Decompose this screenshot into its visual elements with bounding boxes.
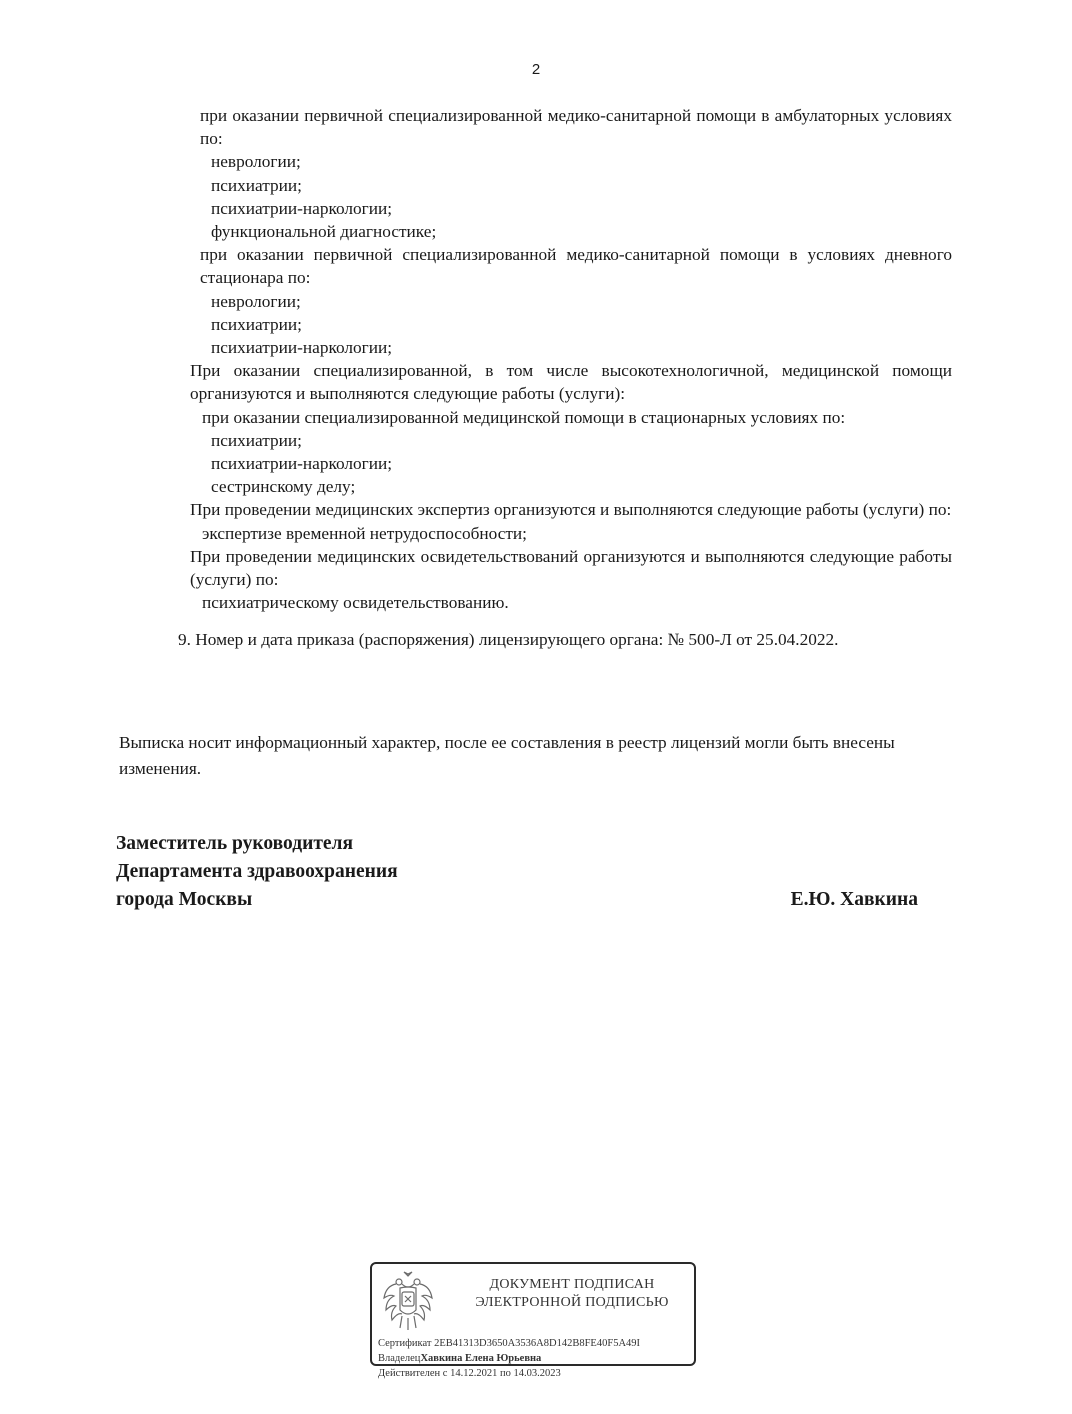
owner-label: Владелец: [378, 1353, 421, 1364]
list-item: неврологии;: [211, 152, 301, 172]
list-item: психиатрии;: [211, 314, 302, 334]
certificate-value: 2EB41313D3650A3536A8D142B8FE40F5A49I: [434, 1338, 641, 1349]
text-line: при оказании специализированной медицинской помощи в стационарных условиях по:: [202, 407, 846, 427]
signer-name: Е.Ю. Хавкина: [790, 889, 918, 910]
list-item: психиатрии-наркологии;: [211, 198, 393, 218]
certificate-row: [378, 1336, 694, 1351]
list-item: психиатрии;: [211, 430, 302, 450]
order-number-line: 9. Номер и дата приказа (распоряжения) лицензирующего органа: № 500-Л от 25.04.2022.: [178, 630, 839, 650]
list-item: психиатрии;: [211, 175, 302, 195]
list-item: психиатрическому освидетельствованию.: [202, 593, 509, 613]
signer-position-line-3: города Москвы: [116, 889, 253, 910]
list-item: функциональной диагностике;: [211, 222, 437, 242]
section-heading: При проведении медицинских освидетельствований организуются и выполняются следующие работы (услуги) по:: [190, 546, 952, 590]
validity-row: Действителен с 14.12.2021 по 14.03.2023: [378, 1368, 561, 1379]
signer-position-line-1: Заместитель руководителя: [116, 833, 354, 854]
list-item: психиатрии-наркологии;: [211, 338, 393, 358]
certificate-label: Сертификат: [378, 1338, 432, 1349]
list-item: сестринскому делу;: [211, 477, 356, 497]
signature-block: [116, 830, 918, 914]
disclaimer-note: Выписка носит информационный характер, после ее составления в реестр лицензий могли быть внесены изменения.: [119, 733, 895, 778]
text-line: при оказании первичной специализированной медико-санитарной помощи в условиях дневного стационара по:: [200, 245, 952, 288]
section-heading: При проведении медицинских экспертиз организуются и выполняются следующие работы (услуги) по:: [190, 500, 952, 520]
stamp-title-line-1: ДОКУМЕНТ ПОДПИСАН: [489, 1277, 655, 1292]
page-number: 2: [531, 61, 541, 78]
electronic-signature-stamp: [370, 1262, 696, 1379]
coat-of-arms-icon: [380, 1270, 436, 1332]
list-item: неврологии;: [211, 291, 301, 311]
list-item: экспертизе временной нетрудоспособности;: [202, 523, 527, 543]
text-line: при оказании первичной специализированной медико-санитарной помощи в амбулаторных условиях по:: [200, 106, 952, 149]
signer-position-line-2: Департамента здравоохранения: [116, 861, 398, 882]
owner-row: [378, 1351, 694, 1366]
stamp-title-line-2: ЭЛЕКТРОННОЙ ПОДПИСЬЮ: [475, 1295, 669, 1310]
list-item: психиатрии-наркологии;: [211, 454, 393, 474]
owner-value: Хавкина Елена Юрьевна: [420, 1353, 542, 1364]
license-works-list: [178, 104, 952, 652]
section-heading: При оказании специализированной, в том числе высокотехнологичной, медицинской помощи организуются и выполняются следующие работы (услуги):: [190, 361, 952, 404]
